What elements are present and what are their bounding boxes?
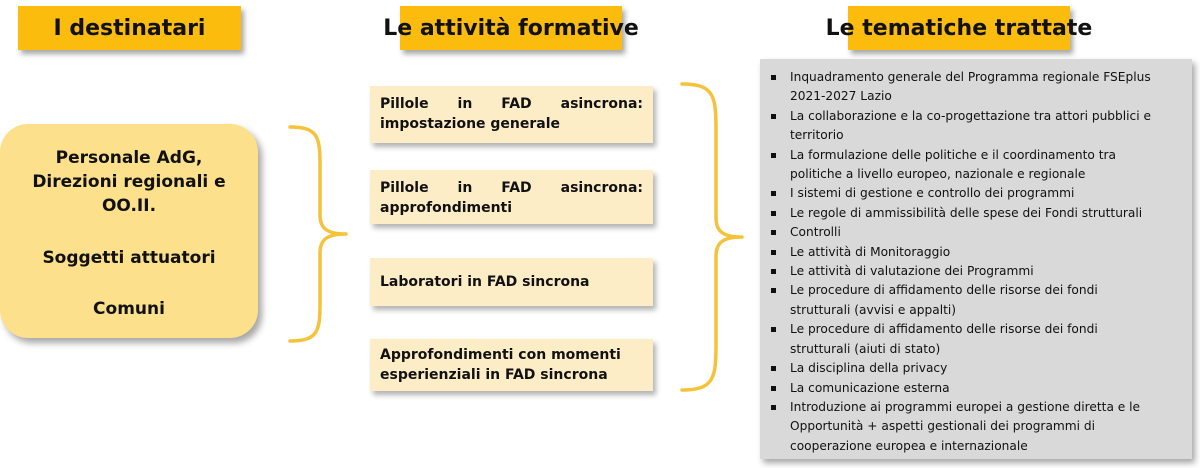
activity-line: approfondimenti [380, 200, 513, 216]
bullet-icon [771, 288, 776, 293]
header-destinatari: I destinatari [18, 6, 241, 50]
list-item-line: Opportunità + aspetti gestionali dei programmi di [790, 419, 1096, 434]
destinatari-box [0, 124, 258, 338]
header-tematiche-trattate: Le tematiche trattate [848, 6, 1070, 50]
list-item [770, 107, 1182, 146]
activity-box [370, 258, 653, 306]
destinatari-comuni: Comuni [93, 299, 165, 319]
list-item-line: Introduzione ai programmi europei a gestione diretta e le [790, 399, 1141, 414]
list-item [770, 379, 1182, 398]
header-attivita-formative: Le attività formative [400, 6, 622, 50]
list-item [770, 223, 1182, 242]
list-item-line: 2021-2027 Lazio [790, 89, 892, 104]
list-item-line: La disciplina della privacy [790, 361, 948, 376]
bullet-icon [771, 211, 776, 216]
tematiche-list [770, 68, 1182, 456]
bullet-icon [771, 386, 776, 391]
bullet-icon [771, 250, 776, 255]
curly-brace-1 [288, 125, 350, 343]
destinatari-soggetti-attuatori: Soggetti attuatori [42, 248, 216, 268]
curly-brace-2 [680, 82, 746, 392]
activity-line: impostazione generale [380, 116, 561, 132]
activity-box [370, 86, 653, 143]
list-item-line: Le procedure di affidamento delle risorse dei fondi [790, 283, 1098, 298]
bullet-icon [771, 191, 776, 196]
list-item-line: I sistemi di gestione e controllo dei programmi [790, 186, 1075, 201]
list-item [770, 281, 1182, 320]
list-item-line: territorio [790, 128, 844, 143]
bullet-icon [771, 269, 776, 274]
list-item-line: Le attività di Monitoraggio [790, 244, 951, 259]
list-item-line: Le regole di ammissibilità delle spese dei Fondi strutturali [790, 205, 1143, 220]
activity-line: Pillole in FAD asincrona: [380, 96, 643, 112]
bullet-icon [771, 405, 776, 410]
list-item [770, 320, 1182, 359]
list-item [770, 184, 1182, 203]
activity-line: Pillole in FAD asincrona: [380, 180, 643, 196]
bullet-icon [771, 230, 776, 235]
list-item-line: Le attività di valutazione dei Programmi [790, 264, 1034, 279]
bullet-icon [771, 366, 776, 371]
list-item [770, 359, 1182, 378]
list-item-line: politiche a livello europeo, nazionale e regionale [790, 167, 1086, 182]
activity-line: Laboratori in FAD sincrona [380, 274, 590, 290]
activity-line: esperienziali in FAD sincrona [380, 367, 608, 383]
destinatari-line: OO.II. [101, 196, 157, 216]
list-item-line: Le procedure di affidamento delle risorse dei fondi [790, 322, 1098, 337]
list-item-line: strutturali (aiuti di stato) [790, 341, 941, 356]
list-item-line: cooperazione europea e internazionale [790, 438, 1028, 453]
list-item-line: Inquadramento generale del Programma regionale FSEplus [790, 70, 1151, 84]
list-item [770, 204, 1182, 223]
bullet-icon [771, 327, 776, 332]
tematiche-panel [760, 59, 1192, 459]
bullet-icon [771, 153, 776, 158]
activity-box [370, 170, 653, 224]
list-item-line: La collaborazione e la co-progettazione tra attori pubblici e [790, 108, 1152, 123]
bullet-icon [771, 114, 776, 119]
list-item-line: strutturali (avvisi e appalti) [790, 302, 957, 317]
list-item [770, 68, 1182, 107]
list-item [770, 262, 1182, 281]
list-item [770, 146, 1182, 185]
activity-box [370, 339, 653, 391]
destinatari-line: Personale AdG, [55, 148, 203, 168]
destinatari-group-personale [0, 146, 258, 218]
list-item-line: La comunicazione esterna [790, 380, 950, 395]
destinatari-line: Direzioni regionali e [32, 172, 226, 192]
list-item [770, 243, 1182, 262]
list-item [770, 398, 1182, 456]
list-item-line: Controlli [790, 225, 841, 240]
activity-line: Approfondimenti con momenti [380, 347, 621, 363]
list-item-line: La formulazione delle politiche e il coordinamento tra [790, 147, 1116, 162]
bullet-icon [771, 75, 776, 80]
